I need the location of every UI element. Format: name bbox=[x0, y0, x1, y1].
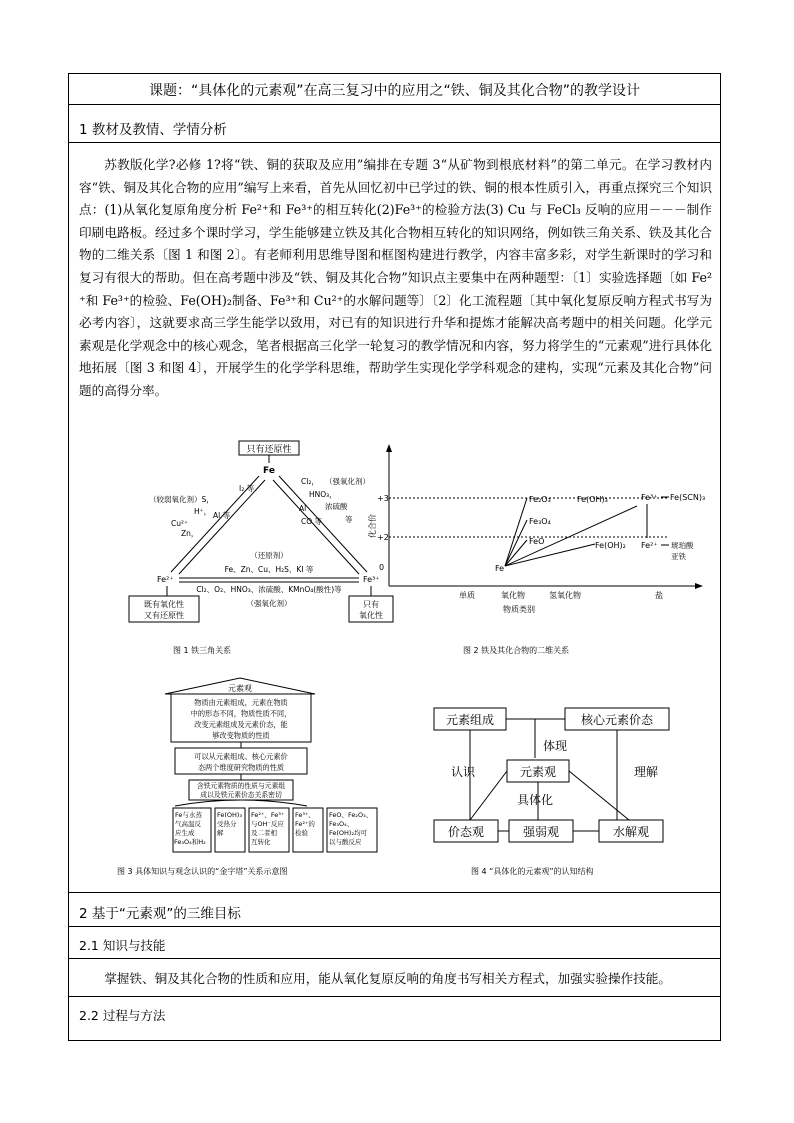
fig3-base-text: 互转化 bbox=[251, 838, 271, 846]
fig4-label-lijie: 理解 bbox=[634, 765, 659, 779]
fig4-box-hydrolysis-text: 水解观 bbox=[612, 825, 650, 839]
fig1-right-label: HNO₃， bbox=[309, 490, 337, 499]
fig1-fe: Fe bbox=[263, 466, 275, 476]
figure-3-pyramid bbox=[105, 676, 385, 862]
fig2-xlabel: 物质类别 bbox=[503, 605, 535, 614]
fig3-base-text: Fe²⁺、Fe³⁺ bbox=[251, 811, 285, 819]
fig3-base-text: FeO、Fe₂O₃、 bbox=[329, 811, 373, 819]
fig1-box-right-text: 氧化性 bbox=[359, 611, 383, 620]
figure-4-caption: 图 4 “具体化的元素观”的认知结构 bbox=[471, 867, 594, 876]
fig4-center-text: 元素观 bbox=[519, 765, 557, 779]
fig2-species: Fe(OH)₃ bbox=[577, 495, 608, 504]
page-title: 课题：“具体化的元素观”在高三复习中的应用之“铁、铜及其化合物”的教学设计 bbox=[148, 83, 640, 99]
section2-1-text: 掌握铁、铜及其化合物的性质和应用，能从氧化复原反响的角度书写相关方程式，加强实验操作技能。 bbox=[104, 971, 671, 986]
fig3-base-text: Fe(OH)₃ bbox=[217, 811, 243, 819]
fig1-strong-oxidant: （强氧化剂） bbox=[246, 599, 292, 608]
section2-2-heading: 2.2 过程与方法 bbox=[79, 1008, 166, 1023]
fig1-reductants: Fe、Zn、Cu、H₂S、KI 等 bbox=[224, 565, 314, 574]
fig2-species: FeO bbox=[529, 537, 545, 546]
fig1-left-oxidants: （较弱氧化剂）S， bbox=[149, 495, 214, 504]
fig3-base-text: Fe(OH)₂均可 bbox=[329, 829, 368, 837]
fig3-base-text: 应生成 bbox=[175, 829, 195, 837]
fig3-base-text: 与OH⁻反应 bbox=[251, 820, 284, 828]
fig3-level2-text: 可以从元素组成、核心元素价 bbox=[194, 752, 288, 761]
fig3-level3-text: 含铁元素物质的性质与元素组 bbox=[196, 782, 286, 790]
figure-2-2d-relation bbox=[369, 436, 709, 626]
fig1-left-oxidants: Zn， bbox=[181, 529, 199, 538]
section2-1-heading: 2.1 知识与技能 bbox=[79, 938, 166, 953]
fig2-species: Fe³⁺ bbox=[641, 493, 658, 502]
fig4-label-tixian: 体现 bbox=[543, 739, 568, 753]
fig1-right-label: （强氧化剂） bbox=[325, 477, 370, 486]
fig2-species: Fe₂O₃ bbox=[529, 495, 551, 504]
divider bbox=[69, 958, 720, 959]
fig1-right-label: Al bbox=[299, 504, 307, 513]
fig2-xtick: 氧化物 bbox=[501, 591, 525, 600]
fig4-link bbox=[470, 771, 507, 820]
fig2-ylabel: 化合价 bbox=[368, 514, 377, 538]
fig1-fe2: Fe²⁺ bbox=[157, 575, 174, 584]
figure-2-caption: 图 2 铁及其化合物的二维关系 bbox=[463, 646, 570, 655]
fig3-base-text: 检验 bbox=[295, 829, 308, 837]
divider bbox=[69, 142, 720, 143]
fig1-left-oxidants: Cu²⁺ bbox=[171, 519, 188, 528]
divider bbox=[69, 104, 720, 105]
fig3-base-text: 受热分 bbox=[217, 820, 237, 828]
divider bbox=[69, 926, 720, 927]
fig2-ytick: +3 bbox=[377, 494, 389, 503]
fig2-arrows bbox=[505, 498, 637, 566]
fig1-box-left-text: 又有还原性 bbox=[144, 611, 184, 620]
fig1-right-label: 浓硫酸 bbox=[325, 502, 348, 511]
section1-paragraph: 苏教版化学?必修 1?将“铁、铜的获取及应用”编排在专题 3“从矿物到根底材料”的第二单元。在学习教材内容“铁、铜及其化合物的应用”编写上来看，首先从回忆初中已学过的铁、铜的根本性质引入，再重点探究三个知识点：(1)从氧化复原角度分析 Fe²⁺和 Fe³⁺的相互转化(2)Fe³⁺的检验方法(3) Cu 与 FeCl₃ 反响的应用－－－制作印刷电路板。经过多个课时学习，学生能够建立铁及其化合物相互转化的知识网络，例如铁三角关系、铁及其化合物的二维关系〔图 1 和图 2〕。有老师利用思维导图和框图构建进行教学，内容丰富多彩，对学生新课时的学习和复习有很大的帮助。但在高考题中涉及“铁、铜及其化合物”知识点主要集中在两种题型：〔1〕实验选择题〔如 Fe²⁺和 Fe³⁺的检验、Fe(OH)₂制备、Fe³⁺和 Cu²⁺的水解问题等〕〔2〕化工流程题〔其中氧化复原反响方程式书写为必考内容〕，这就要求高三学生能学以致用，对已有的知识进行升华和提炼才能解决高考题中的相关问题。化学元素观是化学观念中的核心观念，笔者根据高三化学一轮复习的教学情况和内容，努力将学生的“元素观”进行具体化地拓展〔图 3 和图 4〕，开展学生的化学学科思维，帮助学生实现化学学科观念的建构，实现“元素及其化合物”问题的高得分率。 bbox=[79, 157, 712, 398]
fig4-box-strength-text: 强弱观 bbox=[522, 825, 560, 839]
fig3-base-text: Fe³⁺、 bbox=[295, 811, 315, 819]
fig2-y-arrow bbox=[386, 444, 392, 452]
divider bbox=[69, 996, 720, 997]
section2-heading: 2 基于“元素观”的三维目标 bbox=[79, 906, 241, 922]
fig2-note: 亚铁 bbox=[671, 552, 686, 561]
fig3-level1-text: 够改变物质的性质 bbox=[212, 731, 270, 740]
fig2-species: Fe₃O₄ bbox=[529, 517, 551, 526]
fig4-box-element-composition-text: 元素组成 bbox=[445, 713, 495, 727]
fig3-level3-text: 成以及铁元素价态关系密切 bbox=[200, 791, 282, 799]
fig1-right-label: 等 bbox=[345, 515, 353, 524]
fig3-base-text: Fe₃O₄和H₂ bbox=[174, 838, 206, 846]
fig3-base-text: 解 bbox=[217, 829, 224, 837]
fig1-top-label: 只有还原性 bbox=[246, 445, 292, 455]
figure-1-iron-triangle bbox=[109, 436, 399, 626]
fig3-level1-text: 物质由元素组成，元素在物质 bbox=[194, 698, 288, 707]
figure-4-cognitive-structure bbox=[429, 700, 699, 850]
fig1-fe3: Fe³⁺ bbox=[363, 575, 380, 584]
fig3-base-text: Fe与水蒸 bbox=[175, 811, 202, 819]
fig3-apex-label: 元素观 bbox=[228, 684, 252, 693]
fig3-base-text: Fe₃O₄、 bbox=[329, 820, 354, 828]
fig3-level1-text: 中的形态不同，物质性质不同， bbox=[190, 709, 292, 718]
fig4-label-renshi: 认识 bbox=[451, 765, 476, 779]
lesson-table bbox=[68, 73, 721, 1041]
fig2-ytick: +2 bbox=[377, 533, 389, 542]
fig2-species: Fe bbox=[495, 564, 505, 573]
fig2-note: 琥珀酸 bbox=[671, 541, 694, 550]
fig2-species: Fe(SCN)₃ bbox=[670, 493, 706, 502]
fig2-xtick: 单质 bbox=[459, 591, 475, 600]
fig4-link bbox=[569, 771, 629, 820]
fig2-xtick: 氢氧化物 bbox=[549, 591, 581, 600]
fig2-x-arrow bbox=[695, 583, 703, 589]
fig4-box-valence-text: 价态观 bbox=[447, 825, 485, 839]
fig3-arc bbox=[175, 800, 307, 806]
fig2-ytick: 0 bbox=[379, 563, 385, 572]
fig4-box-core-valence-text: 核心元素价态 bbox=[580, 713, 654, 727]
fig1-oxidants: Cl₂、O₂、HNO₃、浓硫酸、KMnO₄(酸性)等 bbox=[196, 585, 342, 594]
fig2-xtick: 盐 bbox=[655, 591, 663, 600]
fig1-box-right-text: 只有 bbox=[363, 600, 379, 609]
divider bbox=[69, 892, 720, 893]
section1-heading: 1 教材及教情、学情分析 bbox=[79, 122, 227, 138]
fig3-base-text: Fe²⁺的 bbox=[295, 820, 315, 828]
fig1-left-oxidants: I₂ 等 bbox=[239, 484, 255, 493]
fig4-label-jutihua: 具体化 bbox=[517, 793, 554, 807]
fig3-level2-text: 态两个维度研究物质的性质 bbox=[197, 763, 285, 772]
fig1-box-left-text: 既有氧化性 bbox=[144, 600, 184, 609]
fig3-level1-text: 改变元素组成及元素价态，能 bbox=[194, 720, 288, 729]
fig1-right-label: Cl₂， bbox=[301, 477, 319, 486]
figure-1-caption: 图 1 铁三角关系 bbox=[173, 646, 232, 655]
fig3-base-text: 及二者相 bbox=[251, 829, 277, 837]
fig3-base-text: 以与酸反应 bbox=[329, 838, 362, 846]
fig2-species: Fe(OH)₂ bbox=[595, 541, 626, 550]
fig1-al: Al 等 bbox=[213, 511, 231, 520]
fig2-species: Fe²⁺ bbox=[641, 541, 658, 550]
fig3-base-text: 气高温反 bbox=[175, 820, 201, 828]
fig1-left-oxidants: H⁺， bbox=[194, 507, 212, 516]
fig1-right-label: CO 等 bbox=[301, 517, 323, 526]
fig1-reductant-label: （还原剂） bbox=[250, 551, 288, 560]
figure-3-caption: 图 3 具体知识与观念认识的“金字塔”关系示意图 bbox=[117, 867, 288, 876]
